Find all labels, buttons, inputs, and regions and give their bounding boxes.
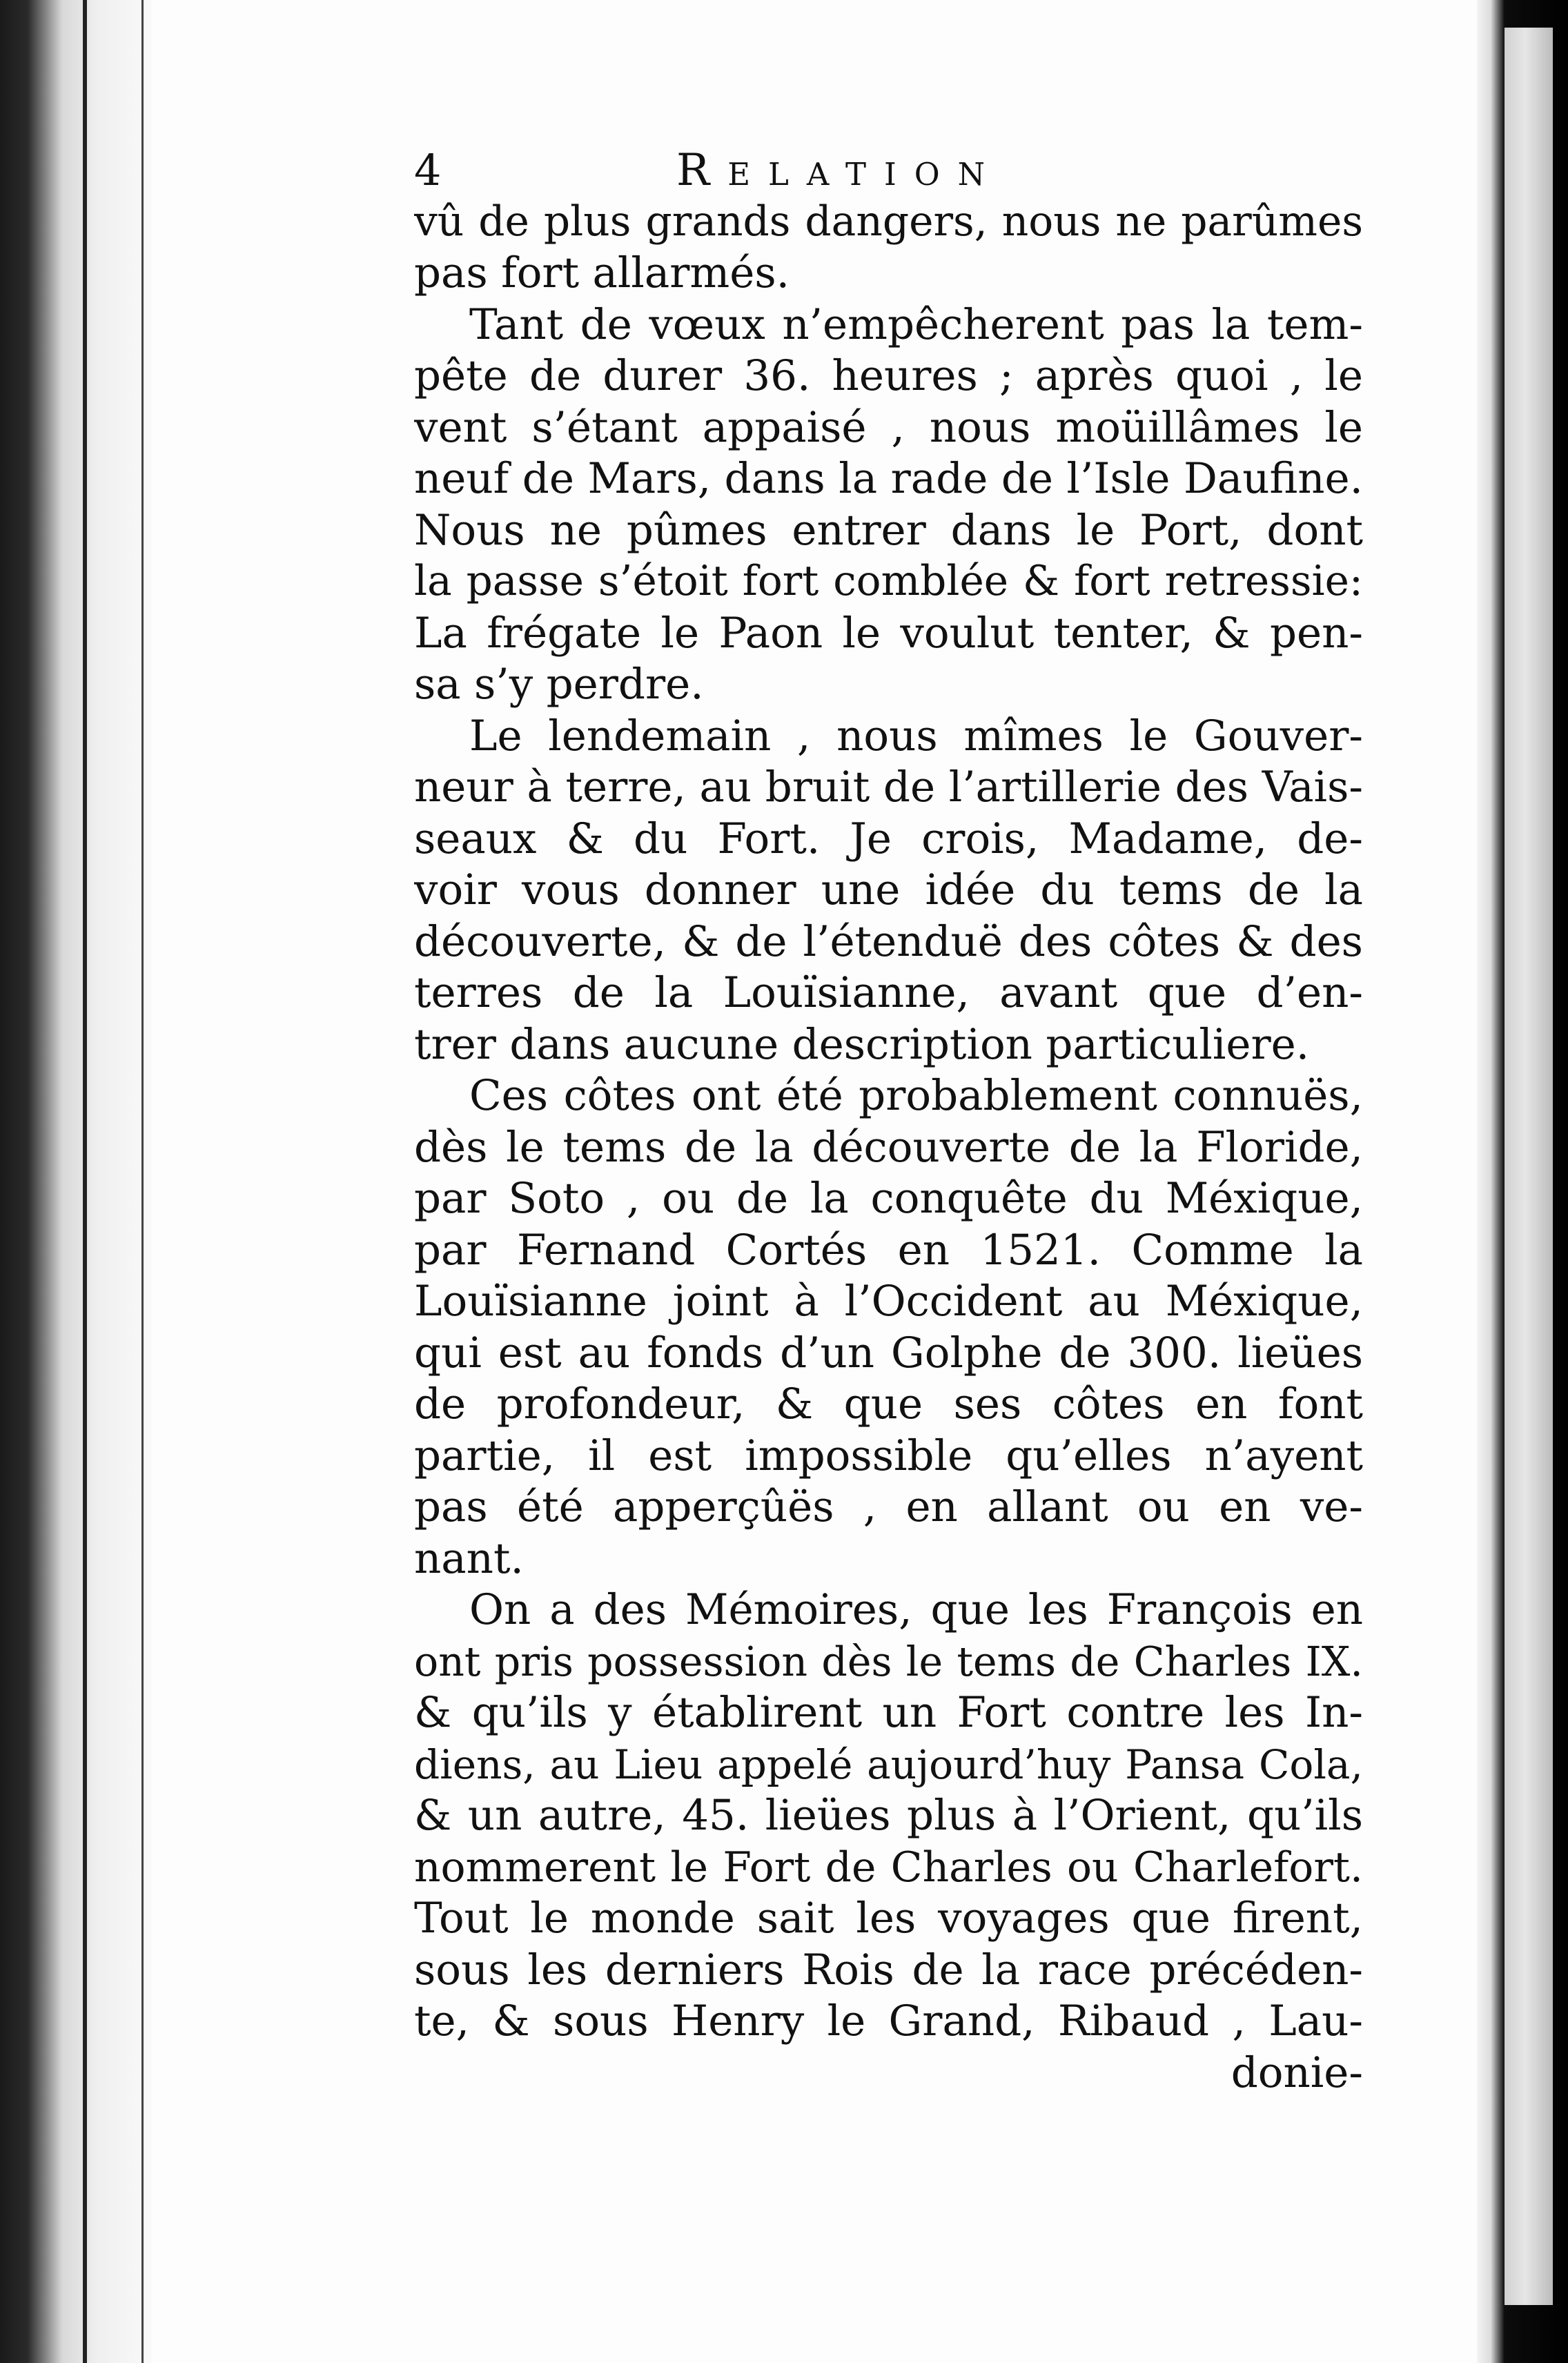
text-line: neuf de Mars, dans la rade de l’Isle Daufine. bbox=[414, 454, 1363, 503]
text-line: de profondeur, & que ses côtes en font bbox=[414, 1380, 1363, 1429]
running-head: Relation bbox=[676, 145, 1003, 196]
text-line: diens, au Lieu appelé aujourd’huy Pansa Cola, bbox=[414, 1741, 1363, 1788]
text-line: sa s’y perdre. bbox=[414, 660, 704, 709]
text-line: & qu’ils y établirent un Fort contre les In- bbox=[414, 1688, 1363, 1737]
text-line: la passe s’étoit fort comblée & fort retressie: bbox=[414, 558, 1363, 605]
text-line: par Soto , ou de la conquête du Méxique, bbox=[414, 1174, 1363, 1223]
text-line: voir vous donner une idée du tems de la bbox=[414, 865, 1363, 914]
text-line: vent s’étant appaisé , nous moüillâmes le bbox=[414, 402, 1363, 452]
text-line: pas fort allarmés. bbox=[414, 248, 790, 297]
text-line: Le lendemain , nous mîmes le Gouver- bbox=[469, 711, 1363, 761]
text-line: seaux & du Fort. Je crois, Madame, de- bbox=[414, 814, 1363, 863]
text-line: partie, il est impossible qu’elles n’ayent bbox=[414, 1431, 1363, 1480]
page-text bbox=[414, 145, 1363, 2099]
binding-edge-line bbox=[83, 0, 87, 2363]
text-line: nommerent le Fort de Charles ou Charlefort. bbox=[414, 1843, 1363, 1892]
text-line: Nous ne pûmes entrer dans le Port, dont bbox=[414, 505, 1363, 555]
page-number: 4 bbox=[414, 145, 442, 195]
text-line: pête de durer 36. heures ; après quoi , le bbox=[414, 351, 1363, 400]
text-line: dès le tems de la découverte de la Floride, bbox=[414, 1122, 1363, 1172]
book-binding-gutter bbox=[0, 0, 159, 2363]
page-header bbox=[414, 145, 1363, 197]
text-line: découverte, & de l’étenduë des côtes & des bbox=[414, 916, 1363, 966]
text-line: & un autre, 45. lieües plus à l’Orient, qu’ils bbox=[414, 1791, 1363, 1840]
text-line: Louïsianne joint à l’Occident au Méxique, bbox=[414, 1277, 1363, 1326]
text-line: Ces côtes ont été probablement connuës, bbox=[469, 1071, 1363, 1120]
catchword: donie- bbox=[1231, 2048, 1363, 2097]
text-line: Tant de vœux n’empêcherent pas la tem- bbox=[469, 300, 1363, 349]
text-line: qui est au fonds d’un Golphe de 300. lieües bbox=[414, 1328, 1363, 1377]
text-line: terres de la Louïsianne, avant que d’en- bbox=[414, 968, 1363, 1017]
text-line: La frégate le Paon le voulut tenter, & pen- bbox=[414, 608, 1363, 658]
text-line: te, & sous Henry le Grand, Ribaud , Lau- bbox=[414, 1997, 1363, 2046]
text-line: pas été apperçûës , en allant ou en ve- bbox=[414, 1482, 1363, 1531]
text-line: sous les derniers Rois de la race précéden- bbox=[414, 1945, 1363, 1994]
text-line: nant. bbox=[414, 1533, 524, 1583]
binding-edge-line bbox=[141, 0, 144, 2363]
text-line: par Fernand Cortés en 1521. Comme la bbox=[414, 1225, 1363, 1275]
text-line: Tout le monde sait les voyages que firent, bbox=[414, 1894, 1363, 1943]
text-line: On a des Mémoires, que les François en bbox=[469, 1585, 1363, 1634]
text-line: ont pris possession dès le tems de Charles IX. bbox=[414, 1638, 1363, 1685]
text-line: vû de plus grands dangers, nous ne parûmes bbox=[414, 197, 1363, 246]
text-line: neur à terre, au bruit de l’artillerie des Vais- bbox=[414, 763, 1363, 812]
next-page-sliver bbox=[1505, 28, 1553, 2305]
text-line: trer dans aucune description particuliere. bbox=[414, 1019, 1310, 1069]
